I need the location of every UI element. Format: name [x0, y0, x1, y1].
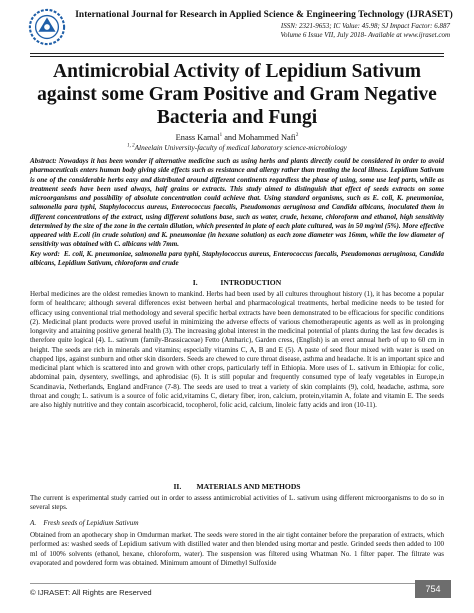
methods-text: The current is experimental study carried out in order to assess antimicrobial activities of L. sativum using different microorganisms to do so in several steps. [30, 494, 444, 512]
author-sup: 1 [219, 133, 223, 139]
affiliation-text: Alneelain University-faculty of medical laboratory science-microbiology [134, 143, 347, 152]
author-joiner: and [222, 133, 239, 142]
header-rule-thin [30, 56, 444, 57]
footer-copyright: © IJRASET: All Rights are Reserved [30, 588, 152, 597]
abstract-text: Abstract: Nowadays it has been wonder if alternative medicine such as using herbs and plants directly could be considered in order to avoid pharmaceuticals enters human body giving side effects such as resistance and allergy rather than treating the local illness. Lepidium Sativum is one of the considerable herbs easy and distributed around different continents regardless the phase of using, some use leaf parts, while as treatment seeds have been used always, half grains or extracts. This study aimed to distinguish that effect of seeds extracts on some microorganisms and possibility of absolute concentration could achieve that. Using standard organisms, such as E. coli, K. pneumoniae, salmonella para typhi, Staphylococcus aureus, Enterococcus faecalis, Pseudomonas aeruginosa and Candida albicans, inoculated them in different concentrations of the extract, using different solutions base, such as water, crude, hexane, chloroform and ethanol, high sensitivity determined by the size of the zone in the certain dilution, which presented in plate of each plate cultured, was in 50 mg/ml (5%). More effective appeared with E.coli (in crude solution) and K. pneumoniae (in hexane solution) as each zone diameter was 16mm, while the low diameter of sensitivity was obtained with C. albicans with 7mm. [30, 157, 444, 249]
affiliation-sup: 1, 2 [127, 143, 135, 149]
footer-rule [30, 583, 444, 584]
affiliation [30, 143, 444, 152]
introduction-text: Herbal medicines are the oldest remedies known to mankind. Herbs had been used by all cultures throughout history (1), it has become a popular form of healthcare; although several differences exist between herbal and pharmacological treatments, herbal medicine needs to be tested for efficacy using conventional trial methodology and several specific herbal extracts have been demonstrated to be efficacious for specific conditions (2). Medicinal plant products were proved useful in minimizing the adverse effects of various chemotherapeutic agents as well as in prolonging longevity and attaining positive general health (3). The increasing global interest in the medicinal potential of plants during the last few decades is therefore quite logical (4). L. sativum (family-Brassicaceae) Fetto (Amharic), Garden cress, (English) is an erect annual herb of up to 60 cm in height. The seeds are rich in minerals and vitamins; especially vitamins C, A, B and E (5). A paste of seed flour mixed with water is used on chapped lips, against sunburn and other skin disorders. Seeds are chewed to cure throat disease, asthma and headache. It is an important spice and medicinal plant which is scattered into and grown with other crops, particularly teff in Ethiopia. More uses of L. sativum in Ethiopia: for colic, abdominal pain, dysentery, swellings, and aphrodisiac (6). It is still popular and frequently consumed type of leafy vegetables in Europe,in Scandinavia, Netherlands, England andFrance (7-8). The seeds are used to treat a variety of skin complaints (9), cold, headache, asthma, sore throat and cough; L. sativum is a source of folic acid,vitamins C, dietary fiber, iron, calcium, protein,vitamin A, folate and vitamin E. The seeds are also highly nutritive and they contain ascorbicacid, tocopherol, folic acid, calcium, linoleic fatty acids and iron (10-11). [30, 290, 444, 409]
subsection-heading-a: A. Fresh seeds of Lepidium Sativum [30, 519, 139, 527]
ijraset-logo-icon [28, 8, 66, 46]
page-number-badge: 754 [415, 580, 451, 598]
journal-header [74, 10, 454, 39]
section-heading-introduction: I. INTRODUCTION [192, 278, 282, 287]
author-name: Enass Kamal [175, 133, 220, 142]
journal-name: International Journal for Research in Applied Science & Engineering Technology (IJRASET) [75, 10, 453, 20]
article-title: Antimicrobial Activity of Lepidium Sativum against some Gram Positive and Gram Negative Bacteria and Fungi [37, 61, 437, 128]
keywords-text: E. coli, K. pneumoniae, salmonella para typhi, Staphylococcus aureus, Enterococcus faecalis, Pseudomonas aeruginosa, Candida albicans, Lepidium Sativum, chloroform and crude [30, 249, 444, 267]
subsection-a-text: Obtained from an apothecary shop in Omdurman market. The seeds were stored in the air tight container before the preparation of extracts, which performed as: washed seeds of Lepidium sativum with distilled water and then blended using mortar and pestle. Grinded seeds then added to 100 ml of 100% solvents (ethanol, hexane, chloroform, water). The suspension was filtered using Whatman No. 1 filter paper. The filtrate was evaporated and powdered form was obtained. Minimum amount of Dimethyl Sulfoxide [30, 531, 444, 567]
section-heading-methods: II. MATERIALS AND METHODS [173, 482, 301, 491]
keywords-label: Key word: [30, 249, 60, 258]
author-line [30, 133, 444, 142]
abstract-block [30, 157, 444, 268]
keywords-line [30, 250, 444, 269]
author-name: Mohammed Nafi [238, 133, 296, 142]
author-sup: 2 [295, 133, 299, 139]
issn-line: ISSN: 2321-9653; IC Value: 45.98; SJ Impact Factor: 6.887 [280, 22, 450, 30]
header-rule-thick [30, 53, 444, 54]
volume-line: Volume 6 Issue VII, July 2018- Available at www.ijraset.com [280, 31, 450, 39]
